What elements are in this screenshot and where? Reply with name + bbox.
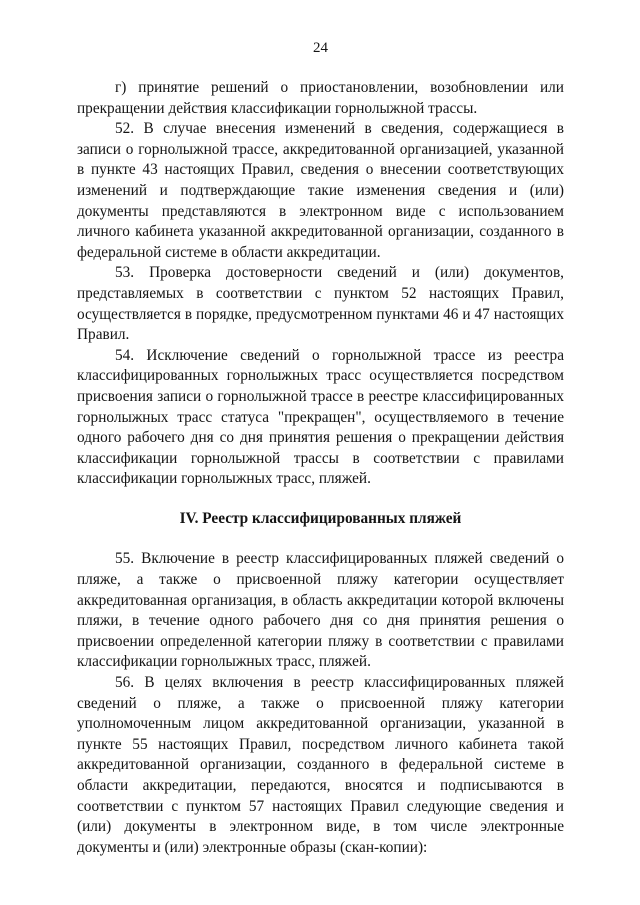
page-number: 24 <box>313 40 328 56</box>
paragraph-53: 53. Проверка достоверности сведений и (или) документов, представляемых в соответствии с пунктом 52 настоящих Правил, осуществляется в порядке, предусмотренном пунктами 46 и 47 настоящих Правил. <box>77 264 564 344</box>
document-page <box>77 0 564 905</box>
paragraph-52: 52. В случае внесения изменений в сведения, содержащиеся в записи о горнолыжной трассе, аккредитованной организацией, указанной в пункте 43 настоящих Правил, сведения о внесении соответствующих изменений и подтверждающие такие изменения сведения и (или) документы представляются в электронном виде с использованием личного кабинета указанной аккредитованной организации, созданного в федеральной системе в области аккредитации. <box>77 120 564 261</box>
paragraph-54: 54. Исключение сведений о горнолыжной трассе из реестра классифицированных горнолыжных трасс осуществляется посредством присвоения записи о горнолыжной трассе в реестре классифицированных горнолыжных трасс статуса "прекращен", осуществляемого в течение одного рабочего дня со дня принятия решения о прекращении действия классификации горнолыжной трассы в соответствии с правилами классификации горнолыжных трасс, пляжей. <box>77 346 564 488</box>
paragraph-subitem-g: г) принятие решений о приостановлении, возобновлении или прекращении действия классификации горнолыжной трассы. <box>77 79 564 117</box>
paragraph-55: 55. Включение в реестр классифицированных пляжей сведений о пляже, а также о присвоенной пляжу категории осуществляет аккредитованная организация, в область аккредитации которой включены пляжи, в течение одного рабочего дня со дня принятия решения о присвоении определенной категории пляжу в соответствии с правилами классификации горнолыжных трасс, пляжей. <box>77 550 564 671</box>
section-heading: IV. Реестр классифицированных пляжей <box>179 509 462 527</box>
paragraph-56: 56. В целях включения в реестр классифицированных пляжей сведений о пляже, а также о присвоенной пляжу категории уполномоченным лицом аккредитованной организации, указанной в пункте 55 настоящих Правил, посредством личного кабинета такой аккредитованной организации, созданного в федеральной системе в области аккредитации, передаются, вносятся и подписываются в соответствии с пунктом 57 настоящих Правил следующие сведения и (или) документы в электронном виде, в том числе электронные документы и (или) электронные образы (скан-копии): <box>77 674 564 856</box>
document-body <box>77 78 564 858</box>
